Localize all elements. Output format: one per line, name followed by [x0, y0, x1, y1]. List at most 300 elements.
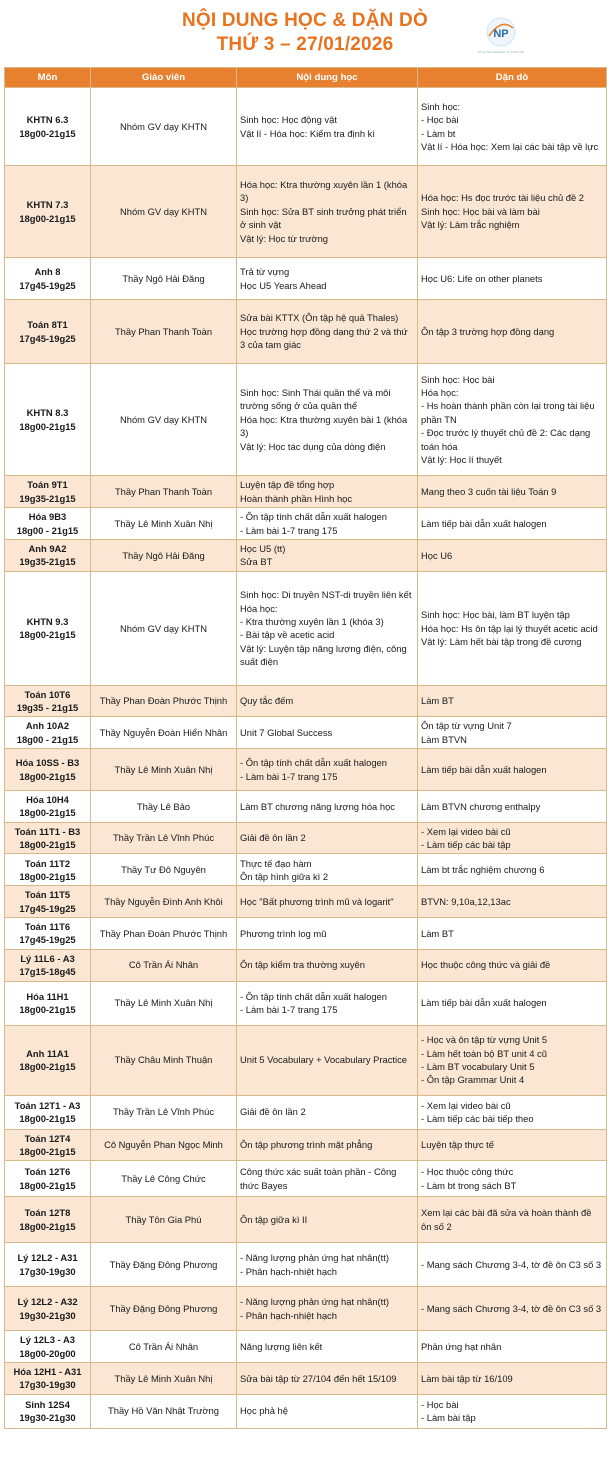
- homework-line: Sinh học: Học bài và làm bài: [421, 205, 540, 217]
- content-line: Học phả hệ: [240, 1405, 288, 1417]
- subject-class-name: Toán 10T6: [24, 688, 71, 700]
- homework-line: - Học bài: [421, 1398, 459, 1410]
- subject-time: 18g00-21g15: [19, 839, 76, 851]
- content-line: Vật lý: Luyện tập năng lượng điện, công suất điện: [240, 642, 407, 667]
- content-cell: [237, 1287, 418, 1331]
- homework-line: - Làm tiếp các bài tiếp theo: [421, 1113, 534, 1124]
- table-row: [5, 508, 607, 540]
- homework-line: Làm BTVN chương enthalpy: [421, 800, 541, 812]
- content-cell: [237, 685, 418, 717]
- homework-cell: [418, 1129, 607, 1161]
- content-line: Hóa học:: [240, 602, 278, 614]
- subject-cell: [5, 508, 91, 540]
- subject-cell: [5, 791, 91, 823]
- subject-cell: [5, 1287, 91, 1331]
- subject-class-name: Anh 10A2: [25, 720, 70, 732]
- homework-cell: [418, 476, 607, 508]
- table-row: [5, 88, 607, 166]
- content-line: Hóa học: Ktra thường xuyên bài 1 (khóa 3): [240, 413, 408, 439]
- subject-time: 18g00-21g15: [19, 127, 76, 139]
- subject-cell: [5, 1025, 91, 1095]
- teacher-cell: Thầy Phan Đoàn Phước Thịnh: [91, 685, 237, 717]
- subject-class-name: Hóa 11H1: [26, 990, 69, 1002]
- subject-class-name: Toán 12T8: [24, 1207, 71, 1219]
- subject-time: 18g00 - 21g15: [16, 733, 79, 745]
- content-line: - Phân hạch-nhiệt hạch: [240, 1309, 337, 1321]
- subject-class-name: Toán 11T2: [24, 857, 71, 869]
- content-line: - Ôn tập tính chất dẫn xuất halogen: [240, 511, 387, 523]
- content-cell: [237, 749, 418, 791]
- homework-line: Sinh học: Học bài: [421, 373, 495, 385]
- column-header-subject: Môn: [5, 68, 91, 88]
- subject-class-name: Lý 12L3 - A3: [20, 1334, 75, 1346]
- subject-time: 17g30-19g30: [19, 1379, 76, 1391]
- table-row: [5, 1197, 607, 1243]
- subject-class-name: Anh 11A1: [26, 1047, 69, 1059]
- subject-time: 19g35-21g15: [19, 556, 76, 568]
- content-cell: [237, 476, 418, 508]
- content-line: Giải đề ôn lần 2: [240, 832, 306, 844]
- homework-line: - Học bài: [421, 114, 459, 126]
- content-cell: [237, 822, 418, 854]
- homework-cell: [418, 1331, 607, 1363]
- table-row: [5, 1025, 607, 1095]
- content-cell: [237, 717, 418, 749]
- subject-class-name: KHTN 9.3: [26, 615, 69, 627]
- subject-time: 18g00-21g15: [19, 1061, 76, 1072]
- subject-time: 18g00 - 21g15: [16, 524, 79, 536]
- teacher-cell: Thầy Đặng Đông Phương: [91, 1243, 237, 1287]
- table-header-row: [5, 68, 607, 88]
- homework-line: Vật lý: Học lí thuyết: [421, 453, 502, 465]
- content-line: Trả từ vựng: [240, 266, 290, 278]
- table-row: [5, 166, 607, 258]
- content-line: - Làm bài 1-7 trang 175: [240, 770, 338, 782]
- homework-line: - Xem lại video bài cũ: [421, 825, 511, 837]
- table-row: [5, 1161, 607, 1197]
- homework-line: Hóa học: Hs đọc trước tài liệu chủ đề 2: [421, 192, 585, 204]
- homework-cell: [418, 88, 607, 166]
- subject-cell: [5, 1243, 91, 1287]
- content-cell: [237, 571, 418, 685]
- content-line: - Ktra thường xuyên lần 1 (khóa 3): [240, 615, 384, 627]
- homework-line: - Mang sách Chương 3-4, tờ đề ôn C3 số 3: [421, 1259, 602, 1271]
- homework-cell: [418, 685, 607, 717]
- subject-cell: [5, 981, 91, 1025]
- homework-line: Làm bài tập từ 16/109: [421, 1372, 513, 1384]
- table-row: [5, 949, 607, 981]
- table-row: [5, 1287, 607, 1331]
- homework-cell: [418, 364, 607, 476]
- homework-line: Học thuộc công thức và giải đề: [421, 959, 551, 971]
- subject-cell: [5, 1197, 91, 1243]
- table-row: [5, 981, 607, 1025]
- homework-cell: [418, 258, 607, 300]
- content-line: Quy tắc đếm: [240, 695, 294, 707]
- subject-class-name: Anh 8: [34, 266, 61, 278]
- homework-line: Ôn tập 3 trường hợp đồng dạng: [421, 325, 555, 337]
- subject-class-name: Toán 8T1: [27, 319, 68, 331]
- content-line: Sửa bài KTTX (Ôn tập hệ quả Thales): [240, 312, 399, 324]
- homework-cell: [418, 981, 607, 1025]
- subject-cell: [5, 88, 91, 166]
- content-cell: [237, 508, 418, 540]
- content-line: - Bài tập về acetic acid: [240, 629, 335, 641]
- subject-time: 18g00-21g15: [19, 629, 76, 641]
- content-cell: [237, 1095, 418, 1129]
- homework-cell: [418, 1287, 607, 1331]
- teacher-cell: Thầy Lê Minh Xuân Nhị: [91, 981, 237, 1025]
- teacher-cell: Thầy Phan Thanh Toàn: [91, 300, 237, 364]
- homework-cell: [418, 886, 607, 918]
- homework-cell: [418, 1394, 607, 1428]
- content-line: Ôn tập giữa kì II: [240, 1214, 308, 1226]
- table-body: [5, 88, 607, 1429]
- homework-cell: [418, 1025, 607, 1095]
- homework-line: Vật lý: Làm trắc nghiệm: [421, 219, 520, 231]
- homework-line: Làm BTVN: [421, 733, 467, 745]
- homework-line: - Làm bt: [421, 127, 456, 139]
- content-line: Học "Bất phương trình mũ và logarit": [240, 896, 394, 908]
- content-line: Hóa học: Ktra thường xuyên lần 1 (khóa 3): [240, 179, 408, 204]
- content-cell: [237, 1331, 418, 1363]
- table-row: [5, 791, 607, 823]
- teacher-cell: Nhóm GV dạy KHTN: [91, 571, 237, 685]
- teacher-cell: Thầy Lê Công Chức: [91, 1161, 237, 1197]
- subject-class-name: Hóa 10H4: [26, 794, 69, 806]
- homework-cell: [418, 1161, 607, 1197]
- content-line: Sinh học: Sinh Thái quần thể và môi trường sống ở của quần thể: [240, 387, 391, 412]
- teacher-cell: Thầy Trần Lê Vĩnh Phúc: [91, 822, 237, 854]
- homework-line: Sinh học:: [421, 100, 461, 112]
- page-header: [0, 0, 610, 66]
- table-row: [5, 364, 607, 476]
- content-cell: [237, 1362, 418, 1394]
- teacher-cell: Thầy Phan Đoàn Phước Thịnh: [91, 918, 237, 950]
- teacher-cell: Cô Trần Ái Nhân: [91, 949, 237, 981]
- homework-line: Học U6: [421, 549, 453, 561]
- subject-cell: [5, 1331, 91, 1363]
- teacher-cell: Nhóm GV dạy KHTN: [91, 88, 237, 166]
- table-row: [5, 1331, 607, 1363]
- logo-text: NP: [493, 28, 509, 40]
- content-line: Giải đề ôn lần 2: [240, 1106, 306, 1118]
- subject-cell: [5, 540, 91, 572]
- teacher-cell: Thầy Tư Đô Nguyên: [91, 854, 237, 886]
- column-header-teacher: Giáo viên: [91, 68, 237, 88]
- column-header-content: Nội dung học: [237, 68, 418, 88]
- content-cell: [237, 981, 418, 1025]
- subject-time: 18g00-21g15: [19, 1145, 76, 1157]
- subject-class-name: Toán 11T6: [24, 921, 71, 933]
- subject-class-name: KHTN 8.3: [26, 407, 69, 419]
- table-row: [5, 918, 607, 950]
- subject-cell: [5, 749, 91, 791]
- homework-cell: [418, 822, 607, 854]
- content-line: - Ôn tập tính chất dẫn xuất halogen: [240, 990, 387, 1002]
- homework-line: Hóa học: Hs ôn tập lại lý thuyết acetic acid: [421, 622, 598, 634]
- homework-line: Làm tiếp bài dẫn xuất halogen: [421, 997, 547, 1009]
- table-row: [5, 300, 607, 364]
- subject-class-name: Toán 12T6: [24, 1166, 71, 1178]
- table-row: [5, 717, 607, 749]
- teacher-cell: Nhóm GV dạy KHTN: [91, 166, 237, 258]
- homework-line: Học U6: Life on other planets: [421, 272, 543, 284]
- homework-line: - Làm bài tập: [421, 1412, 476, 1424]
- content-cell: [237, 1129, 418, 1161]
- table-row: [5, 685, 607, 717]
- subject-class-name: KHTN 7.3: [26, 199, 69, 211]
- subject-class-name: Hóa 12H1 - A31: [13, 1365, 82, 1377]
- subject-cell: [5, 685, 91, 717]
- content-line: Vật lí - Hóa học: Kiểm tra định kì: [240, 127, 375, 139]
- homework-cell: [418, 571, 607, 685]
- subject-time: 19g35 - 21g15: [16, 702, 79, 714]
- homework-cell: [418, 717, 607, 749]
- table-row: [5, 476, 607, 508]
- teacher-cell: Thầy Ngô Hải Đăng: [91, 540, 237, 572]
- content-line: Luyện tập đề tổng hợp: [240, 479, 335, 491]
- logo-caption: Trung Tâm Giáo Dục Võ Thanh NP: [477, 50, 525, 54]
- homework-line: - Làm tiếp các bài tập: [421, 839, 511, 851]
- subject-cell: [5, 571, 91, 685]
- homework-line: Xem lại các bài đã sửa và hoàn thành đề ôn số 2: [421, 1207, 592, 1232]
- teacher-cell: Cô Nguyễn Phan Ngọc Minh: [91, 1129, 237, 1161]
- subject-cell: [5, 886, 91, 918]
- subject-time: 18g00-21g15: [19, 1004, 76, 1015]
- content-line: Sinh học: Sửa BT sinh trưởng phát triển ở sinh vật: [240, 205, 407, 231]
- content-cell: [237, 1161, 418, 1197]
- content-cell: [237, 1197, 418, 1243]
- table-row: [5, 1243, 607, 1287]
- homework-cell: [418, 1243, 607, 1287]
- subject-time: 18g00-21g15: [19, 1113, 76, 1124]
- content-line: Học trường hợp đồng dạng thứ 2 và thứ 3 của tam giác: [240, 325, 408, 351]
- subject-cell: [5, 1129, 91, 1161]
- subject-time: 18g00-21g15: [19, 770, 76, 782]
- homework-line: - Hs hoàn thành phần còn lại trong tài liệu phần TN: [421, 400, 595, 425]
- subject-time: 19g30-21g30: [19, 1309, 76, 1321]
- content-line: - Làm bài 1-7 trang 175: [240, 524, 338, 536]
- homework-cell: [418, 749, 607, 791]
- homework-cell: [418, 791, 607, 823]
- content-line: Học U5 Years Ahead: [240, 279, 327, 291]
- table-row: [5, 749, 607, 791]
- content-cell: [237, 166, 418, 258]
- content-cell: [237, 854, 418, 886]
- subject-cell: [5, 364, 91, 476]
- subject-class-name: Toán 11T1 - B3: [14, 825, 81, 837]
- homework-line: Vật lí - Hóa học: Xem lại các bài tập về lực: [421, 140, 599, 152]
- table-row: [5, 1362, 607, 1394]
- homework-line: BTVN: 9,10a,12,13ac: [421, 896, 511, 908]
- subject-cell: [5, 717, 91, 749]
- homework-cell: [418, 918, 607, 950]
- subject-time: 17g30-19g30: [19, 1265, 76, 1277]
- teacher-cell: Thầy Lê Minh Xuân Nhị: [91, 508, 237, 540]
- homework-cell: [418, 949, 607, 981]
- teacher-cell: Thầy Nguyễn Đình Anh Khôi: [91, 886, 237, 918]
- subject-class-name: KHTN 6.3: [26, 114, 69, 126]
- content-line: Sửa BT: [240, 556, 273, 568]
- content-line: Hoàn thành phần Hình học: [240, 492, 353, 504]
- teacher-cell: Thầy Phan Thanh Toàn: [91, 476, 237, 508]
- content-line: Ôn tập phương trình mặt phẳng: [240, 1139, 373, 1151]
- content-line: Học U5 (tt): [240, 543, 286, 554]
- content-line: Sửa bài tập từ 27/104 đến hết 15/109: [240, 1372, 397, 1384]
- subject-time: 17g45-19g25: [19, 902, 76, 914]
- table-row: [5, 1129, 607, 1161]
- teacher-cell: Thầy Lê Bảo: [91, 791, 237, 823]
- homework-line: - Mang sách Chương 3-4, tờ đề ôn C3 số 3: [421, 1303, 602, 1315]
- content-cell: [237, 258, 418, 300]
- subject-time: 19g35-21g15: [19, 492, 76, 504]
- subject-time: 18g00-21g15: [19, 1220, 76, 1232]
- subject-class-name: Lý 12L2 - A32: [17, 1296, 78, 1308]
- table-row: [5, 1095, 607, 1129]
- content-line: Làm BT chương năng lượng hóa học: [240, 800, 395, 812]
- subject-time: 17g45-19g25: [19, 279, 76, 291]
- content-cell: [237, 540, 418, 572]
- content-cell: [237, 364, 418, 476]
- homework-cell: [418, 1362, 607, 1394]
- content-line: - Phân hạch-nhiệt hạch: [240, 1265, 337, 1277]
- table-row: [5, 886, 607, 918]
- subject-class-name: Toán 12T1 - A3: [14, 1099, 81, 1111]
- teacher-cell: Thầy Lê Minh Xuân Nhị: [91, 749, 237, 791]
- subject-cell: [5, 1095, 91, 1129]
- content-line: Unit 5 Vocabulary + Vocabulary Practice: [240, 1054, 408, 1066]
- teacher-cell: Thầy Tôn Gia Phú: [91, 1197, 237, 1243]
- homework-line: Mang theo 3 cuốn tài liệu Toán 9: [421, 485, 557, 497]
- content-line: - Làm bài 1-7 trang 175: [240, 1004, 338, 1015]
- subject-class-name: Toán 12T4: [24, 1132, 71, 1144]
- content-line: Sinh học: Di truyền NST-di truyền liên kết: [240, 589, 412, 601]
- homework-cell: [418, 1197, 607, 1243]
- homework-line: Ôn tập từ vựng Unit 7: [421, 720, 512, 732]
- homework-cell: [418, 1095, 607, 1129]
- subject-time: 18g00-21g15: [19, 1179, 76, 1191]
- teacher-cell: Thầy Hồ Văn Nhật Trường: [91, 1394, 237, 1428]
- subject-time: 17g45-19g25: [19, 934, 76, 946]
- teacher-cell: Thầy Lê Minh Xuân Nhị: [91, 1362, 237, 1394]
- content-cell: [237, 949, 418, 981]
- content-line: Năng lượng liên kết: [240, 1340, 323, 1352]
- content-cell: [237, 791, 418, 823]
- subject-class-name: Lý 12L2 - A31: [17, 1252, 78, 1264]
- homework-line: - Xem lại video bài cũ: [421, 1099, 511, 1111]
- content-cell: [237, 918, 418, 950]
- content-line: - Năng lượng phản ứng hạt nhân(tt): [240, 1252, 389, 1264]
- homework-cell: [418, 300, 607, 364]
- homework-line: Vật lý: Làm hết bài tập trong đề cương: [421, 635, 582, 647]
- content-cell: [237, 88, 418, 166]
- subject-cell: [5, 1161, 91, 1197]
- table-row: [5, 571, 607, 685]
- subject-time: 17g15-18g45: [19, 966, 76, 978]
- subject-class-name: Hóa 9B3: [28, 511, 67, 523]
- table-row: [5, 854, 607, 886]
- teacher-cell: Thầy Nguyễn Đoàn Hiển Nhân: [91, 717, 237, 749]
- homework-line: Làm tiếp bài dẫn xuất halogen: [421, 517, 547, 529]
- subject-cell: [5, 258, 91, 300]
- table-row: [5, 540, 607, 572]
- content-line: Thực tế đạo hàm: [240, 857, 312, 869]
- content-line: Phương trình log mũ: [240, 927, 327, 939]
- subject-time: 18g00-21g15: [19, 870, 76, 882]
- subject-cell: [5, 949, 91, 981]
- content-line: Vật lý: Học từ trường: [240, 232, 328, 244]
- column-header-homework: Dặn dò: [418, 68, 607, 88]
- subject-class-name: Toán 11T5: [24, 889, 71, 901]
- homework-line: Hóa học:: [421, 387, 459, 399]
- homework-line: Làm BT: [421, 695, 454, 707]
- homework-line: - Làm BT vocabulary Unit 5: [421, 1061, 535, 1072]
- subject-cell: [5, 822, 91, 854]
- subject-time: 18g00-21g15: [19, 420, 76, 432]
- homework-line: Phản ứng hạt nhân: [421, 1340, 502, 1352]
- homework-line: - Học thuộc công thức: [421, 1166, 514, 1178]
- homework-line: - Đọc trước lý thuyết chủ đề 2: Các dạng toán hóa: [421, 427, 591, 452]
- subject-class-name: Toán 9T1: [27, 479, 68, 491]
- subject-cell: [5, 476, 91, 508]
- teacher-cell: Cô Trần Ái Nhân: [91, 1331, 237, 1363]
- homework-cell: [418, 540, 607, 572]
- homework-line: Làm BT: [421, 927, 454, 939]
- subject-time: 18g00-21g15: [19, 212, 76, 224]
- subject-class-name: Hóa 10SS - B3: [15, 757, 80, 769]
- teacher-cell: Thầy Đặng Đông Phương: [91, 1287, 237, 1331]
- subject-class-name: Sinh 12S4: [25, 1398, 70, 1410]
- subject-cell: [5, 1394, 91, 1428]
- content-cell: [237, 886, 418, 918]
- homework-line: - Ôn tập Grammar Unit 4: [421, 1074, 525, 1086]
- content-cell: [237, 1025, 418, 1095]
- teacher-cell: Thầy Trần Lê Vĩnh Phúc: [91, 1095, 237, 1129]
- homework-cell: [418, 166, 607, 258]
- content-line: Ôn tập hình giữa kì 2: [240, 870, 329, 882]
- homework-line: - Học và ôn tập từ vựng Unit 5: [421, 1034, 548, 1046]
- table-row: [5, 258, 607, 300]
- content-line: Sinh học: Học động vật: [240, 114, 337, 126]
- content-cell: [237, 300, 418, 364]
- homework-line: - Làm hết toàn bộ BT unit 4 cũ: [421, 1047, 547, 1059]
- content-line: Công thức xác suất toàn phần - Công thức Bayes: [240, 1166, 397, 1191]
- subject-time: 18g00-21g15: [19, 807, 76, 819]
- subject-time: 17g45-19g25: [19, 332, 76, 344]
- subject-time: 18g00-20g00: [19, 1347, 76, 1359]
- teacher-cell: Thầy Ngô Hải Đăng: [91, 258, 237, 300]
- table-row: [5, 822, 607, 854]
- subject-cell: [5, 854, 91, 886]
- content-line: - Ôn tập tính chất dẫn xuất halogen: [240, 757, 387, 769]
- subject-time: 19g30-21g30: [19, 1412, 76, 1424]
- schedule-table: [4, 67, 607, 1429]
- homework-line: Luyện tập thực tế: [421, 1139, 494, 1151]
- subject-class-name: Anh 9A2: [28, 543, 67, 554]
- page-subtitle-date: THỨ 3 – 27/01/2026: [216, 34, 394, 55]
- content-cell: [237, 1394, 418, 1428]
- content-line: Ôn tập kiểm tra thường xuyên: [240, 959, 365, 971]
- subject-cell: [5, 300, 91, 364]
- content-line: - Năng lượng phản ứng hạt nhân(tt): [240, 1296, 389, 1308]
- center-logo: [477, 16, 525, 58]
- homework-line: Làm tiếp bài dẫn xuất halogen: [421, 763, 547, 775]
- homework-cell: [418, 508, 607, 540]
- homework-line: - Làm bt trong sách BT: [421, 1179, 517, 1191]
- homework-line: Làm bt trắc nghiệm chương 6: [421, 864, 545, 876]
- content-cell: [237, 1243, 418, 1287]
